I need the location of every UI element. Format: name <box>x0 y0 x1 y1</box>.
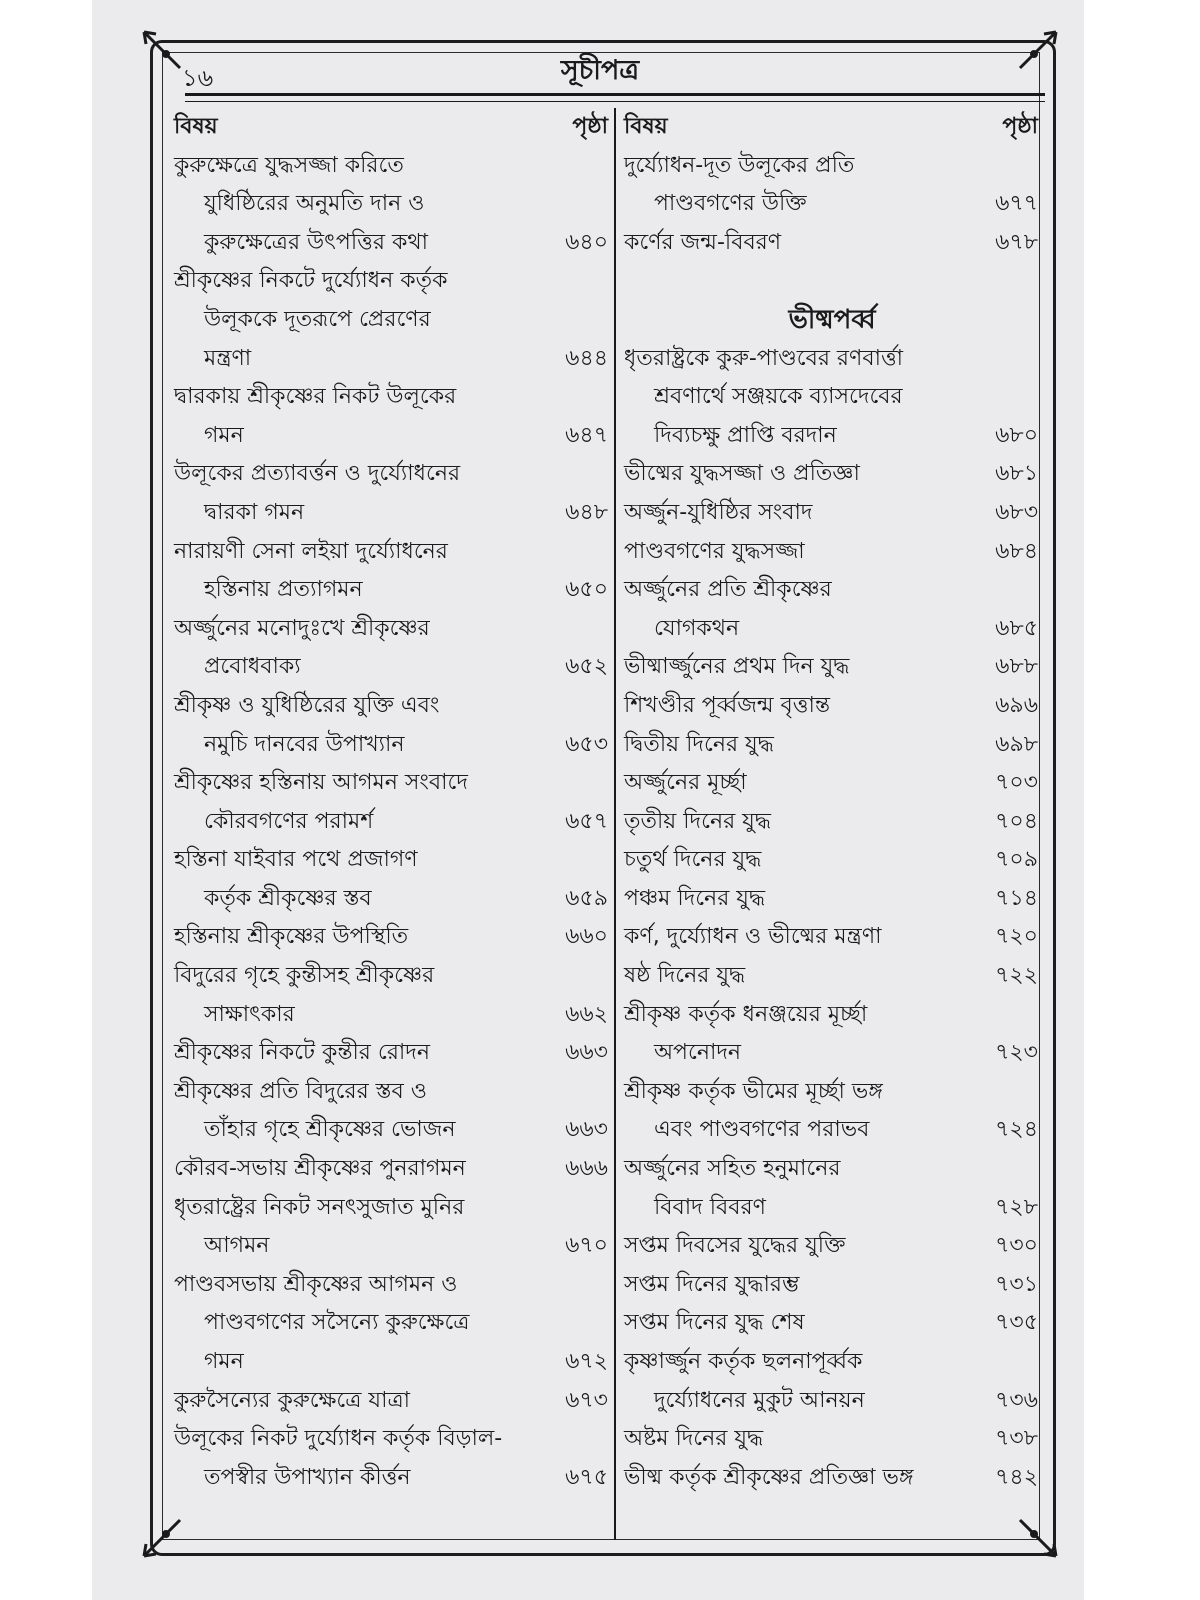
corner-ornament-bottom-right <box>1012 1512 1060 1560</box>
toc-entry-line <box>172 687 612 726</box>
toc-entry-text: দ্বারকায় শ্রীকৃষ্ণের নিকট উলূকের <box>174 384 457 410</box>
toc-entry-text: শ্রীকৃষ্ণ ও যুধিষ্ঠিরের যুক্তি এবং <box>174 692 440 718</box>
toc-page-number: ৬৭৩ <box>565 1387 608 1413</box>
toc-entry-text: যুধিষ্ঠিরের অনুমতি দান ও <box>204 191 425 217</box>
toc-entry-text: এবং পাণ্ডবগণের পরাভব <box>654 1117 870 1143</box>
toc-page-number: ৬৫৯ <box>565 885 608 911</box>
toc-entry-line <box>622 340 1042 379</box>
toc-entry-text: শ্রীকৃষ্ণের নিকটে কুন্তীর রোদন <box>174 1040 430 1066</box>
toc-entry-text: দ্বারকা গমন <box>204 499 305 525</box>
toc-entry-text: শ্রীকৃষ্ণের হস্তিনায় আগমন সংবাদে <box>174 770 468 796</box>
toc-page-number: ৬৬৬ <box>565 1156 608 1182</box>
toc-entry-line <box>622 687 1042 726</box>
toc-entry-text: বিদুরের গৃহে কুন্তীসহ শ্রীকৃষ্ণের <box>174 963 435 989</box>
toc-entry-line <box>172 455 612 494</box>
toc-entry-text: নারায়ণী সেনা লইয়া দুর্য্যোধনের <box>174 538 448 564</box>
toc-entry-text: অর্জ্জুনের মনোদুঃখে শ্রীকৃষ্ণের <box>174 615 430 641</box>
toc-page-number: ৬৪০ <box>565 229 608 255</box>
toc-entry-line <box>622 996 1042 1035</box>
toc-entry-text: কৃষ্ণার্জ্জুন কর্তৃক ছলনাপূর্ব্বক <box>624 1349 863 1374</box>
toc-entry-text: ষষ্ঠ দিনের যুদ্ধ <box>624 963 746 989</box>
toc-entry-line <box>622 147 1042 186</box>
toc-page-number: ৭০৩ <box>995 770 1038 796</box>
toc-entry-line <box>172 1189 612 1228</box>
toc-entry-text: কৌরবগণের পরামর্শ <box>204 808 374 834</box>
toc-entry-text: চতুর্থ দিনের যুদ্ধ <box>624 847 762 873</box>
toc-entry-text: অর্জ্জুন-যুধিষ্ঠির সংবাদ <box>624 499 813 525</box>
toc-entry-text: পাণ্ডবগণের উক্তি <box>654 191 807 217</box>
toc-entry-text: আগমন <box>204 1233 270 1259</box>
header-rule-thin <box>185 101 1045 102</box>
toc-entry-text: দ্বিতীয় দিনের যুদ্ধ <box>624 731 774 757</box>
toc-entry-line <box>172 301 612 340</box>
toc-entry-text: শিখণ্ডীর পূর্ব্বজন্ম বৃত্তান্ত <box>624 692 831 718</box>
toc-entry-text: বিষয় <box>624 114 668 139</box>
toc-entry-text: সপ্তম দিনের যুদ্ধ শেষ <box>624 1310 805 1336</box>
toc-entry-line <box>172 340 612 379</box>
toc-entry-line <box>172 494 612 533</box>
toc-entry-line <box>622 726 1042 765</box>
toc-entry-text: অর্জ্জুনের সহিত হনুমানের <box>624 1156 841 1182</box>
toc-entry-line <box>622 880 1042 919</box>
toc-entry-text: পাণ্ডবসভায় শ্রীকৃষ্ণের আগমন ও <box>174 1271 458 1297</box>
toc-entry-line <box>622 1266 1042 1305</box>
toc-entry-line <box>172 957 612 996</box>
toc-page-number: ৭২০ <box>995 924 1038 950</box>
toc-page-number: ৬৭২ <box>565 1349 608 1374</box>
toc-page-number: ৭২২ <box>995 963 1038 989</box>
toc-entry-line <box>622 918 1042 957</box>
toc-entry-line <box>622 378 1042 417</box>
toc-page-number: ৬৬০ <box>565 924 608 950</box>
toc-entry-line <box>622 1459 1042 1498</box>
toc-page-number: ৬৭৮ <box>995 229 1038 255</box>
toc-entry-text: দুর্য্যোধনের মুকুট আনয়ন <box>654 1387 865 1413</box>
toc-entry-line <box>622 1189 1042 1228</box>
toc-entry-line <box>622 1111 1042 1150</box>
toc-page-number: ৭২৮ <box>995 1194 1038 1220</box>
toc-entry-text: কৌরব-সভায় শ্রীকৃষ্ণের পুনরাগমন <box>174 1156 466 1182</box>
toc-page-number: ৬৮০ <box>995 422 1038 448</box>
toc-page-number: ৬৫৩ <box>565 731 608 757</box>
toc-entry-line <box>172 147 612 186</box>
toc-entry-line <box>172 571 612 610</box>
toc-entry-line <box>622 803 1042 842</box>
toc-entry-line <box>622 841 1042 880</box>
toc-column-header <box>172 108 612 147</box>
toc-entry-line <box>172 880 612 919</box>
toc-page-number: ৭৪২ <box>995 1464 1038 1490</box>
toc-entry-line <box>622 533 1042 572</box>
toc-entry-text: শ্রীকৃষ্ণ কর্তৃক ধনঞ্জয়ের মূর্চ্ছা <box>624 1001 868 1027</box>
toc-entry-line <box>172 1343 612 1382</box>
toc-entry-text: বিষয় <box>174 114 218 139</box>
toc-page-number: ৬৭৫ <box>565 1464 608 1490</box>
toc-page-number: ৬৯৬ <box>995 692 1038 718</box>
toc-entry-line <box>622 571 1042 610</box>
toc-entry-line <box>172 533 612 572</box>
toc-entry-text: ধৃতরাষ্ট্রের নিকট সনৎসুজাত মুনির <box>174 1194 465 1220</box>
toc-entry-text: ভীষ্মের যুদ্ধসজ্জা ও প্রতিজ্ঞা <box>624 461 860 487</box>
toc-entry-line <box>622 1034 1042 1073</box>
toc-left-column <box>172 108 612 1497</box>
toc-entry-text: সপ্তম দিনের যুদ্ধারম্ভ <box>624 1271 800 1297</box>
toc-entry-line <box>172 378 612 417</box>
toc-page-number: ৬৭৭ <box>995 191 1038 217</box>
toc-entry-text: প্রবোধবাক্য <box>204 654 301 680</box>
toc-entry-line <box>622 1343 1042 1382</box>
toc-entry-line <box>622 494 1042 533</box>
toc-entry-line <box>172 610 612 649</box>
toc-entry-line <box>172 1304 612 1343</box>
toc-entry-text: দিব্যচক্ষু প্রাপ্তি বরদান <box>654 422 837 448</box>
toc-entry-line <box>622 262 1042 301</box>
toc-page-number: ৬৫৭ <box>565 808 608 834</box>
toc-entry-line <box>172 803 612 842</box>
section-heading <box>622 301 1042 340</box>
toc-page-number: ৬৪৭ <box>565 422 608 448</box>
toc-entry-text: দুর্য্যোধন-দূত উলূকের প্রতি <box>624 152 855 178</box>
toc-entry-text: নমুচি দানবের উপাখ্যান <box>204 731 405 757</box>
toc-page-number: ৭৩৮ <box>995 1426 1038 1452</box>
toc-entry-text: বিবাদ বিবরণ <box>654 1194 766 1220</box>
toc-entry-line <box>172 841 612 880</box>
toc-page-number: ৬৮৪ <box>995 538 1038 564</box>
toc-entry-line <box>172 1150 612 1189</box>
toc-page-number: ৭৩৫ <box>995 1310 1038 1336</box>
toc-entry-text: কুরুক্ষেত্রে যুদ্ধসজ্জা করিতে <box>174 152 404 178</box>
toc-page-number: ৬৫০ <box>565 577 608 603</box>
toc-page-number: ৬৮৫ <box>995 615 1038 641</box>
toc-entry-line <box>622 417 1042 456</box>
toc-page-number: ৭৩০ <box>995 1233 1038 1259</box>
toc-column-header <box>622 108 1042 147</box>
column-divider <box>614 108 616 1540</box>
toc-entry-line <box>172 417 612 456</box>
toc-entry-text: অষ্টম দিনের যুদ্ধ <box>624 1426 764 1452</box>
page-title: সূচীপত্র <box>560 55 640 86</box>
toc-entry-text: অপনোদন <box>654 1040 742 1066</box>
toc-entry-text: শ্রবণার্থে সঞ্জয়কে ব্যাসদেবের <box>654 384 903 410</box>
toc-page-number: ৭২৪ <box>995 1117 1038 1143</box>
toc-entry-text: গমন <box>204 422 244 448</box>
toc-entry-line <box>172 224 612 263</box>
toc-entry-line <box>172 1459 612 1498</box>
toc-page-number: ৬৮৮ <box>995 654 1038 680</box>
toc-page-number: ৬৫২ <box>565 654 608 680</box>
toc-entry-text: হস্তিনায় শ্রীকৃষ্ণের উপস্থিতি <box>174 924 409 950</box>
toc-page-number: ৬৬৩ <box>565 1117 608 1143</box>
toc-entry-line <box>172 996 612 1035</box>
toc-entry-line <box>622 185 1042 224</box>
toc-entry-line <box>622 1227 1042 1266</box>
toc-right-column <box>622 108 1042 1497</box>
toc-entry-text: অর্জ্জুনের প্রতি শ্রীকৃষ্ণের <box>624 577 832 603</box>
toc-page-number: ৬৪৮ <box>565 499 608 525</box>
toc-entry-line <box>622 224 1042 263</box>
toc-entry-text: তৃতীয় দিনের যুদ্ধ <box>624 808 771 834</box>
toc-entry-text: উলূককে দূতরূপে প্রেরণের <box>204 306 431 332</box>
toc-entry-text: কুরুসৈন্যের কুরুক্ষেত্রে যাত্রা <box>174 1387 411 1413</box>
toc-entry-text: শ্রীকৃষ্ণ কর্তৃক ভীমের মূর্চ্ছা ভঙ্গ <box>624 1078 883 1104</box>
toc-page-number: ৬৮১ <box>995 461 1038 487</box>
toc-page-number: ৬৯৮ <box>995 731 1038 757</box>
toc-entry-text: পঞ্চম দিনের যুদ্ধ <box>624 885 766 911</box>
toc-entry-text: সপ্তম দিবসের যুদ্ধের যুক্তি <box>624 1233 846 1259</box>
toc-entry-text: উলূকের প্রত্যাবর্ত্তন ও দুর্য্যোধনের <box>174 461 461 487</box>
toc-page-number: ৭০৪ <box>995 808 1038 834</box>
toc-entry-line <box>172 726 612 765</box>
toc-entry-line <box>622 455 1042 494</box>
toc-entry-text: কর্ণ, দুর্য্যোধন ও ভীষ্মের মন্ত্রণা <box>624 924 882 950</box>
toc-entry-line <box>172 1266 612 1305</box>
toc-entry-line <box>622 1304 1042 1343</box>
toc-entry-text: কর্ণের জন্ম-বিবরণ <box>624 229 782 255</box>
toc-entry-text: তপস্বীর উপাখ্যান কীর্ত্তন <box>204 1464 411 1490</box>
toc-entry-text: ধৃতরাষ্ট্রকে কুরু-পাণ্ডবের রণবার্ত্তা <box>624 345 904 371</box>
toc-entry-line <box>622 648 1042 687</box>
toc-entry-text: অর্জ্জুনের মূর্চ্ছা <box>624 770 747 796</box>
toc-entry-text: হস্তিনায় প্রত্যাগমন <box>204 577 363 603</box>
toc-entry-text: কর্তৃক শ্রীকৃষ্ণের স্তব <box>204 885 372 911</box>
toc-page-number: পৃষ্ঠা <box>1002 114 1038 139</box>
toc-entry-line <box>172 1227 612 1266</box>
toc-entry-line <box>172 262 612 301</box>
toc-entry-line <box>172 1073 612 1112</box>
toc-entry-line <box>622 1382 1042 1421</box>
toc-entry-text: হস্তিনা যাইবার পথে প্রজাগণ <box>174 847 418 873</box>
toc-page-number: ৬৬৩ <box>565 1040 608 1066</box>
toc-entry-text: পাণ্ডবগণের যুদ্ধসজ্জা <box>624 538 805 564</box>
toc-entry-text: গমন <box>204 1349 244 1374</box>
toc-entry-text: ভীষ্মপর্ব্ব <box>788 304 876 335</box>
toc-entry-line <box>172 1111 612 1150</box>
corner-ornament-bottom-left <box>140 1512 188 1560</box>
toc-entry-text: যোগকথন <box>654 615 740 641</box>
toc-page-number: ৬৮৩ <box>995 499 1038 525</box>
toc-entry-line <box>622 1073 1042 1112</box>
toc-page-number: ৭২৩ <box>995 1040 1038 1066</box>
toc-entry-line <box>622 764 1042 803</box>
toc-page-number: ৬৬২ <box>565 1001 608 1027</box>
toc-entry-text: ভীষ্মার্জ্জুনের প্রথম দিন যুদ্ধ <box>624 654 850 680</box>
toc-entry-text: শ্রীকৃষ্ণের নিকটে দুর্য্যোধন কর্তৃক <box>174 268 448 294</box>
toc-page-number: ৭০৯ <box>995 847 1038 873</box>
toc-page-number: ৭১৪ <box>995 885 1038 911</box>
toc-entry-line <box>622 1420 1042 1459</box>
toc-entry-text: উলূকের নিকট দুর্য্যোধন কর্তৃক বিড়াল- <box>174 1426 503 1452</box>
toc-entry-line <box>172 764 612 803</box>
toc-entry-text: ভীষ্ম কর্তৃক শ্রীকৃষ্ণের প্রতিজ্ঞা ভঙ্গ <box>624 1464 914 1490</box>
toc-entry-line <box>172 1420 612 1459</box>
toc-entry-text: কুরুক্ষেত্রের উৎপত্তির কথা <box>204 229 429 255</box>
header-rule <box>185 93 1045 96</box>
toc-entry-line <box>172 185 612 224</box>
page-number: ১৬ <box>182 64 214 92</box>
toc-entry-text: মন্ত্রণা <box>204 345 252 371</box>
toc-entry-text: তাঁহার গৃহে শ্রীকৃষ্ণের ভোজন <box>204 1117 456 1143</box>
toc-entry-line <box>172 648 612 687</box>
toc-page-number: ৬৪৪ <box>565 345 608 371</box>
toc-page-number: ৬৭০ <box>565 1233 608 1259</box>
toc-entry-line <box>172 918 612 957</box>
toc-entry-line <box>622 957 1042 996</box>
toc-page-number: ৭৩৬ <box>995 1387 1038 1413</box>
toc-entry-line <box>622 610 1042 649</box>
toc-entry-text: পাণ্ডবগণের সসৈন্যে কুরুক্ষেত্রে <box>204 1310 470 1336</box>
toc-page-number: পৃষ্ঠা <box>572 114 608 139</box>
toc-entry-line <box>622 1150 1042 1189</box>
toc-page-number: ৭৩১ <box>995 1271 1038 1297</box>
toc-entry-text: সাক্ষাৎকার <box>204 1001 295 1027</box>
toc-entry-text: শ্রীকৃষ্ণের প্রতি বিদুরের স্তব ও <box>174 1078 427 1104</box>
toc-entry-line <box>172 1382 612 1421</box>
toc-entry-line <box>172 1034 612 1073</box>
